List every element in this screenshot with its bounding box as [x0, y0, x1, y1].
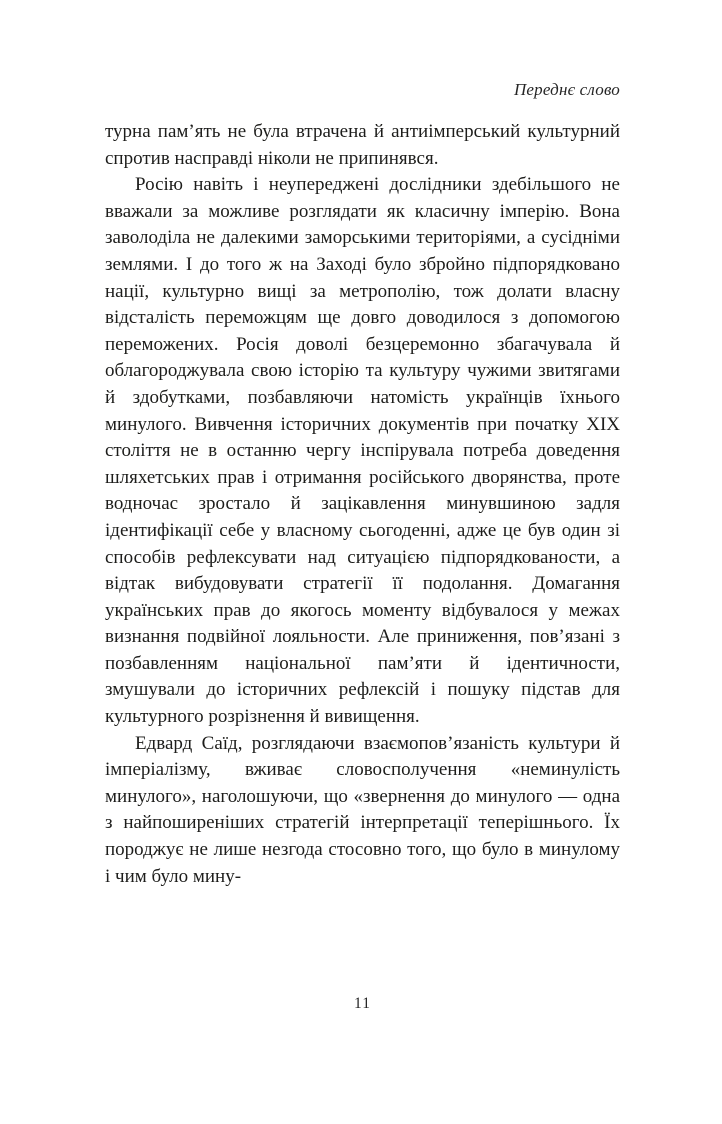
running-header: Переднє слово: [513, 80, 620, 99]
paragraph: Едвард Саїд, розглядаючи взаємопов’язаність культури й імперіалізму, вживає словосполучення «неминулість минулого», наголошуючи, що «звернення до минулого — одна з найпоширеніших стратегій інтерпретації теперішнього. Їх породжує не лише незгода стосовно того, що було в минулому і чим було мину-: [105, 732, 620, 887]
page-number: 11: [354, 995, 371, 1012]
paragraph: турна пам’ять не була втрачена й антиімперський культурний спротив насправді ніколи не припинявся.: [105, 121, 620, 169]
paragraph: Росію навіть і неупереджені дослідники здебільшого не вважали за можливе розглядати як класичну імперію. Вона заволоділа не далекими заморськими територіями, а сусідніми землями. І до того ж на Заході було збройно підпорядковано нації, культурно вищі за метрополію, тож долати власну відсталість переможцям ще довго доводилося з допомогою переможених. Росія доволі безцеремонно збагачувала й облагороджувала свою історію та культуру чужими звитягами й здобутками, позбавляючи натомість українців їхнього минулого. Вивчення історичних документів при початку XIX століття не в останню чергу інспірувала потреба доведення шляхетських прав і отримання російського дворянства, проте водночас зростало й зацікавлення минувшиною задля ідентифікації себе у власному сьогоденні, адже це був один зі способів рефлексувати над ситуацією підпорядкованости, а відтак вибудовувати стратегії її подолання. Домагання українських прав до якогось моменту відбувалося у межах визнання подвійної лояльности. Але приниження, пов’язані з позбавленням національної пам’яти й ідентичности, змушували до історичних рефлексій і пошуку підстав для культурного розрізнення й вивищення.: [105, 174, 620, 728]
body-text: [105, 119, 620, 890]
